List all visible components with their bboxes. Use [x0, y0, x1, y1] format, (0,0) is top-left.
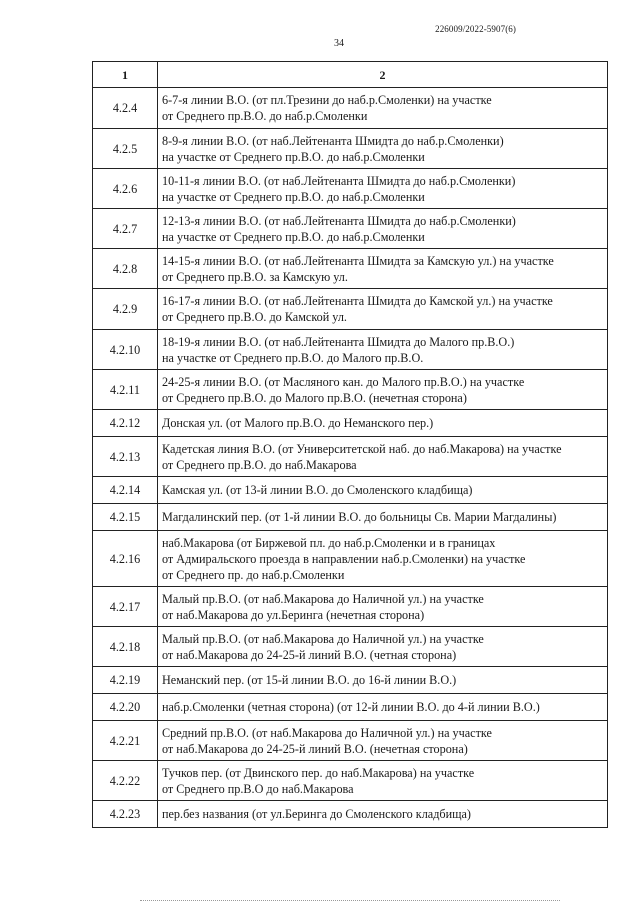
description-line: 24-25-я линии В.О. (от Масляного кан. до Малого пр.В.О.) на участке: [162, 374, 525, 389]
table-row: [93, 410, 608, 437]
row-code: 4.2.9: [93, 289, 158, 330]
row-description: [158, 289, 608, 330]
row-code: 4.2.8: [93, 249, 158, 289]
row-code: 4.2.23: [93, 801, 158, 828]
description-line: 16-17-я линии В.О. (от наб.Лейтенанта Шмидта до Камской ул.) на участке: [162, 294, 553, 308]
row-description: [158, 531, 608, 587]
description-line: от Среднего пр. до наб.р.Смоленки: [162, 567, 345, 582]
description-line: 18-19-я линии В.О. (от наб.Лейтенанта Шмидта до Малого пр.В.О.): [162, 334, 515, 349]
description-line: от наб.Макарова до 24-25-й линий В.О. (четная сторона): [162, 647, 457, 662]
row-code: 4.2.17: [93, 587, 158, 627]
description-line: Камская ул. (от 13-й линии В.О. до Смоленского кладбища): [162, 483, 473, 497]
row-description: [158, 504, 608, 531]
description-line: 8-9-я линии В.О. (от наб.Лейтенанта Шмидта до наб.р.Смоленки): [162, 133, 504, 148]
row-description: [158, 410, 608, 437]
table-row: [93, 330, 608, 370]
scan-footer-artifact: [140, 898, 560, 901]
table-row: [93, 531, 608, 587]
document-number: 226009/2022-5907(6): [435, 24, 516, 34]
description-line: Неманский пер. (от 15-й линии В.О. до 16-й линии В.О.): [162, 673, 457, 687]
description-line: от наб.Макарова до ул.Беринга (нечетная сторона): [162, 607, 425, 622]
column-header-2: 2: [158, 62, 608, 88]
description-line: 14-15-я линии В.О. (от наб.Лейтенанта Шмидта за Камскую ул.) на участке: [162, 253, 554, 268]
row-description: [158, 129, 608, 169]
column-header-1: 1: [93, 62, 158, 88]
table-row: [93, 627, 608, 667]
description-line: Донская ул. (от Малого пр.В.О. до Неманского пер.): [162, 416, 434, 430]
description-line: на участке от Среднего пр.В.О. до наб.р.Смоленки: [162, 189, 425, 204]
description-line: 10-11-я линии В.О. (от наб.Лейтенанта Шмидта до наб.р.Смоленки): [162, 173, 516, 188]
description-line: от Среднего пр.В.О. за Камскую ул.: [162, 269, 348, 284]
description-line: от Среднего пр.В.О. до Камской ул.: [162, 310, 347, 324]
row-code: 4.2.22: [93, 761, 158, 801]
row-description: [158, 437, 608, 477]
row-code: 4.2.21: [93, 721, 158, 761]
row-code: 4.2.18: [93, 627, 158, 667]
description-line: пер.без названия (от ул.Беринга до Смоленского кладбища): [162, 807, 471, 821]
description-line: от наб.Макарова до 24-25-й линий В.О. (нечетная сторона): [162, 741, 468, 756]
description-line: Средний пр.В.О. (от наб.Макарова до Наличной ул.) на участке: [162, 725, 492, 740]
table-header-row: [93, 62, 608, 88]
description-line: наб.Макарова (от Биржевой пл. до наб.р.Смоленки и в границах: [162, 535, 496, 550]
description-line: от Среднего пр.В.О. до Малого пр.В.О. (нечетная сторона): [162, 390, 467, 405]
table-row: [93, 801, 608, 828]
table-row: [93, 587, 608, 627]
row-code: 4.2.10: [93, 330, 158, 370]
row-code: 4.2.19: [93, 667, 158, 694]
description-line: 12-13-я линии В.О. (от наб.Лейтенанта Шмидта до наб.р.Смоленки): [162, 213, 516, 228]
row-code: 4.2.15: [93, 504, 158, 531]
row-code: 4.2.11: [93, 370, 158, 410]
table-row: [93, 370, 608, 410]
page-number: 34: [334, 38, 344, 49]
row-description: [158, 88, 608, 129]
description-line: Малый пр.В.О. (от наб.Макарова до Наличной ул.) на участке: [162, 591, 484, 606]
row-code: 4.2.16: [93, 531, 158, 587]
row-code: 4.2.12: [93, 410, 158, 437]
description-line: Тучков пер. (от Двинского пер. до наб.Макарова) на участке: [162, 765, 475, 780]
description-line: на участке от Среднего пр.В.О. до наб.р.Смоленки: [162, 229, 425, 244]
row-code: 4.2.20: [93, 694, 158, 721]
table-row: [93, 761, 608, 801]
description-line: от Адмиральского проезда в направлении наб.р.Смоленки) на участке: [162, 551, 526, 566]
row-code: 4.2.14: [93, 477, 158, 504]
row-description: [158, 209, 608, 249]
table-row: [93, 721, 608, 761]
row-description: [158, 721, 608, 761]
row-description: [158, 370, 608, 410]
table-row: [93, 249, 608, 289]
row-description: [158, 477, 608, 504]
description-line: Кадетская линия В.О. (от Университетской наб. до наб.Макарова) на участке: [162, 441, 562, 456]
row-description: [158, 801, 608, 828]
description-line: на участке от Среднего пр.В.О. до Малого пр.В.О.: [162, 350, 424, 365]
row-description: [158, 667, 608, 694]
row-description: [158, 627, 608, 667]
table-row: [93, 667, 608, 694]
description-line: Малый пр.В.О. (от наб.Макарова до Наличной ул.) на участке: [162, 631, 484, 646]
table-row: [93, 209, 608, 249]
description-line: от Среднего пр.В.О. до наб.Макарова: [162, 457, 357, 472]
row-description: [158, 249, 608, 289]
description-line: Магдалинский пер. (от 1-й линии В.О. до больницы Св. Марии Магдалины): [162, 510, 557, 524]
row-code: 4.2.6: [93, 169, 158, 209]
table-row: [93, 289, 608, 330]
table-row: [93, 504, 608, 531]
row-description: [158, 330, 608, 370]
row-code: 4.2.7: [93, 209, 158, 249]
row-code: 4.2.13: [93, 437, 158, 477]
row-description: [158, 694, 608, 721]
table-row: [93, 477, 608, 504]
table-row: [93, 88, 608, 129]
table-row: [93, 694, 608, 721]
row-description: [158, 169, 608, 209]
street-registry-table: [92, 61, 608, 828]
description-line: 6-7-я линии В.О. (от пл.Трезини до наб.р.Смоленки) на участке: [162, 93, 492, 107]
row-code: 4.2.4: [93, 88, 158, 129]
table-row: [93, 169, 608, 209]
table-row: [93, 437, 608, 477]
description-line: на участке от Среднего пр.В.О. до наб.р.Смоленки: [162, 149, 425, 164]
row-description: [158, 587, 608, 627]
description-line: от Среднего пр.В.О до наб.Макарова: [162, 781, 354, 796]
table-row: [93, 129, 608, 169]
description-line: от Среднего пр.В.О. до наб.р.Смоленки: [162, 109, 368, 123]
row-code: 4.2.5: [93, 129, 158, 169]
description-line: наб.р.Смоленки (четная сторона) (от 12-й линии В.О. до 4-й линии В.О.): [162, 700, 540, 714]
row-description: [158, 761, 608, 801]
